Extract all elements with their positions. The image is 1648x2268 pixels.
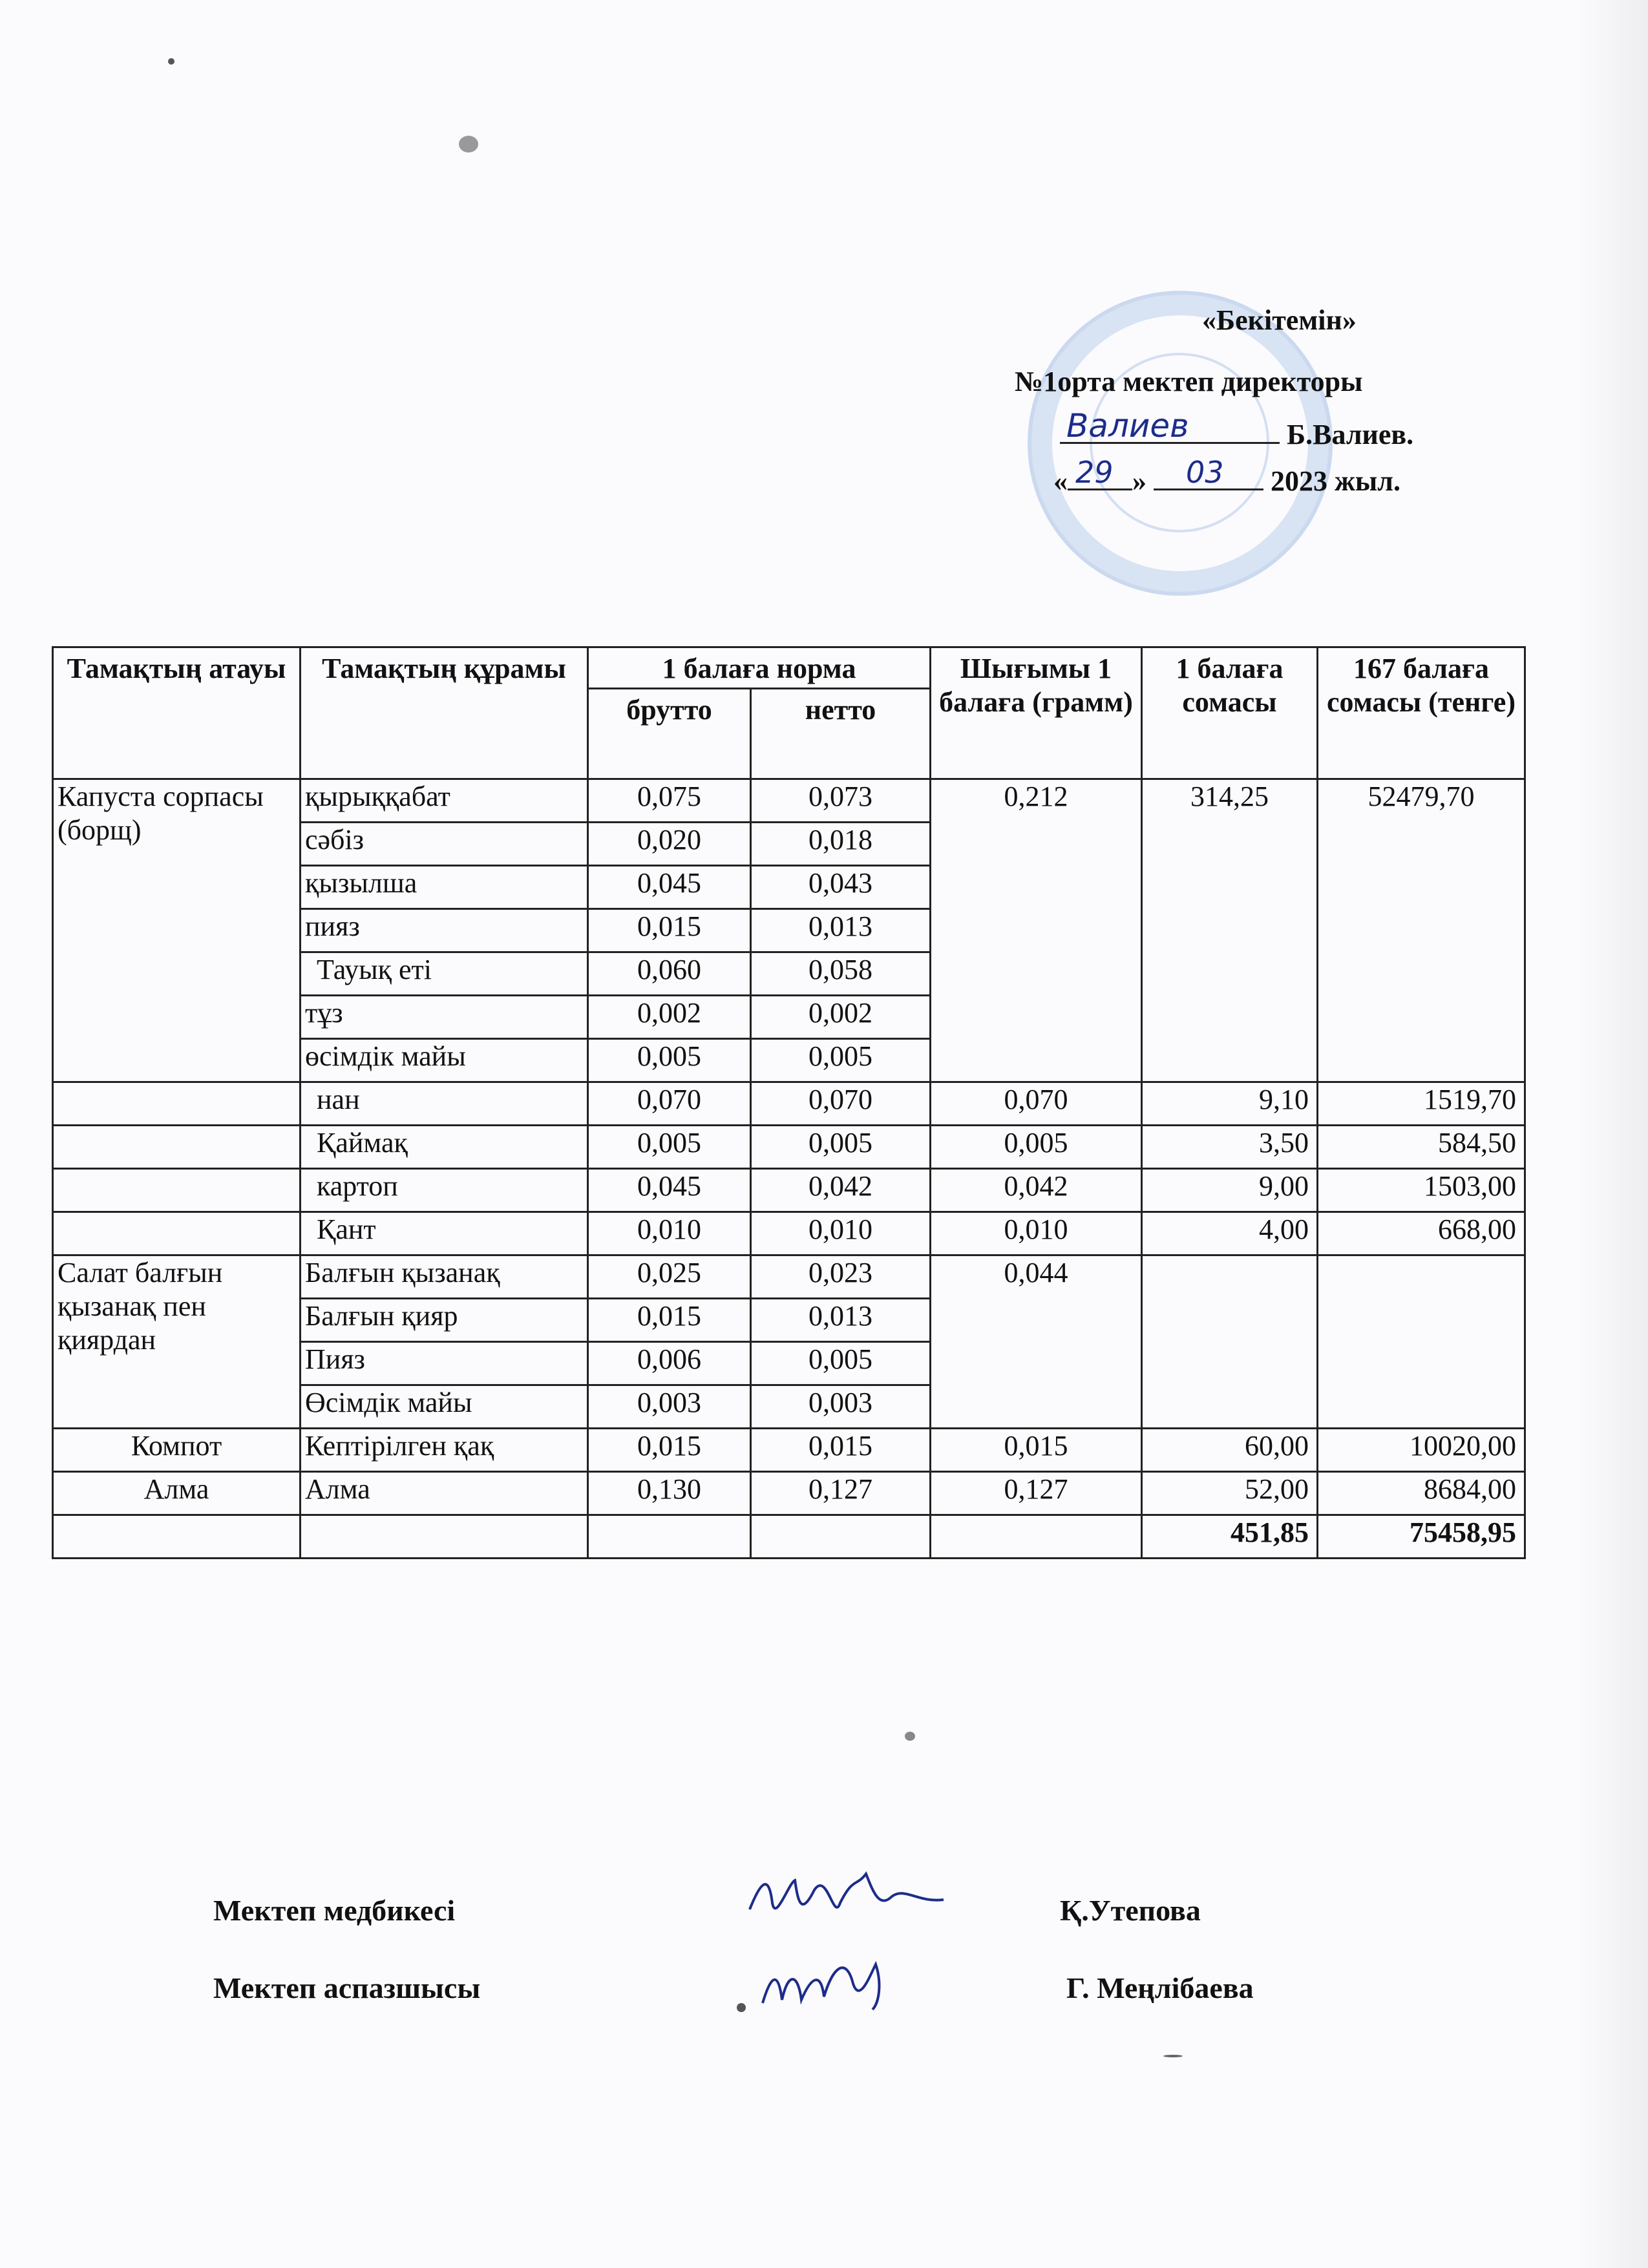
menu-table [52,646,1526,1559]
dish-borsch: Капуста сорпасы (борщ) [53,779,301,1082]
director-signature: Валиев [1066,407,1189,445]
ingredient-name: қырыққабат [301,779,588,823]
gross-value: 0,020 [588,823,751,866]
cost-one-value: 60,00 [1142,1429,1318,1472]
gross-value: 0,015 [588,1299,751,1342]
ingredient-name: Кептірілген қақ [301,1429,588,1472]
page-edge-shadow [1577,0,1648,2268]
net-value: 0,127 [751,1472,931,1515]
ingredient-name: Қаймақ [301,1126,588,1169]
date-day-underline [1068,455,1132,490]
net-value: 0,005 [751,1342,931,1385]
header-output: Шығымы 1 балаға (грамм) [931,647,1142,779]
signature-underline [1060,407,1280,445]
table-row [53,1472,1525,1515]
net-value: 0,023 [751,1255,931,1299]
cost-one-value: 3,50 [1142,1126,1318,1169]
gross-value: 0,010 [588,1212,751,1255]
net-value: 0,002 [751,996,931,1039]
header-row-1 [53,647,1525,689]
net-value: 0,013 [751,909,931,952]
approval-director-title: №1орта мектеп директоры [1015,366,1363,397]
approval-signature-line [1060,407,1414,451]
cook-signature-row [213,1971,1377,2016]
net-value: 0,005 [751,1126,931,1169]
gross-value: 0,060 [588,952,751,996]
output-value: 0,042 [931,1169,1142,1212]
cook-name: Г. Меңлібаева [1066,1971,1254,2004]
ingredient-name: пияз [301,909,588,952]
scan-speck [168,58,174,65]
gross-value: 0,045 [588,866,751,909]
cost-all-value: 52479,70 [1318,779,1525,1082]
table-row [53,1169,1525,1212]
cook-signature-icon [750,1945,956,2016]
date-year: 2023 жыл. [1271,465,1400,497]
header-composition: Тамақтың құрамы [301,647,588,779]
gross-value: 0,003 [588,1385,751,1429]
scan-speck [905,1732,915,1741]
cost-one-value: 52,00 [1142,1472,1318,1515]
gross-value: 0,015 [588,1429,751,1472]
net-value: 0,042 [751,1169,931,1212]
output-value: 0,044 [931,1255,1142,1429]
ingredient-name: Балғын қызанақ [301,1255,588,1299]
cost-all-value: 1503,00 [1318,1169,1525,1212]
header-gross: брутто [588,689,751,779]
cost-one-value [1142,1255,1318,1429]
gross-value: 0,070 [588,1082,751,1126]
scan-speck [1163,2055,1183,2057]
gross-value: 0,005 [588,1039,751,1082]
total-empty-cell [931,1515,1142,1559]
output-value: 0,015 [931,1429,1142,1472]
gross-value: 0,002 [588,996,751,1039]
net-value: 0,005 [751,1039,931,1082]
date-month: 03 [1186,455,1224,490]
scan-speck [737,2003,746,2012]
date-month-underline [1154,455,1263,490]
cost-all-value: 10020,00 [1318,1429,1525,1472]
nurse-role: Мектеп медбикесі [213,1894,456,1927]
table-row [53,1126,1525,1169]
cost-all-value: 668,00 [1318,1212,1525,1255]
total-cost-one: 451,85 [1142,1515,1318,1559]
approval-title: «Бекітемін» [1202,304,1357,336]
date-close-quote: » [1132,465,1146,497]
table-row [53,779,1525,823]
output-value: 0,127 [931,1472,1142,1515]
cost-one-value: 9,10 [1142,1082,1318,1126]
total-row [53,1515,1525,1559]
cost-one-value: 9,00 [1142,1169,1318,1212]
ingredient-name: сәбіз [301,823,588,866]
ingredient-name: Тауық еті [301,952,588,996]
header-dish-name: Тамақтың атауы [53,647,301,779]
ingredient-name: картоп [301,1169,588,1212]
ingredient-name: Пияз [301,1342,588,1385]
table-row [53,1082,1525,1126]
gross-value: 0,025 [588,1255,751,1299]
net-value: 0,010 [751,1212,931,1255]
gross-value: 0,005 [588,1126,751,1169]
header-cost-one: 1 балаға сомасы [1142,647,1318,779]
dish-empty [53,1212,301,1255]
cost-one-value: 4,00 [1142,1212,1318,1255]
nurse-signature-icon [743,1864,950,1935]
header-norm: 1 балаға норма [588,647,931,689]
net-value: 0,058 [751,952,931,996]
dish-apple: Алма [53,1472,301,1515]
ingredient-name: Қант [301,1212,588,1255]
cost-all-value [1318,1255,1525,1429]
gross-value: 0,006 [588,1342,751,1385]
gross-value: 0,075 [588,779,751,823]
dish-empty [53,1082,301,1126]
ingredient-name: Балғын қияр [301,1299,588,1342]
cost-all-value: 584,50 [1318,1126,1525,1169]
gross-value: 0,015 [588,909,751,952]
output-value: 0,005 [931,1126,1142,1169]
table-row [53,1429,1525,1472]
output-value: 0,070 [931,1082,1142,1126]
nurse-signature-row [213,1893,1377,1938]
output-value: 0,010 [931,1212,1142,1255]
scan-speck [459,136,478,152]
header-cost-all: 167 балаға сомасы (тенге) [1318,647,1525,779]
cost-all-value: 1519,70 [1318,1082,1525,1126]
dish-empty [53,1169,301,1212]
date-day: 29 [1075,455,1114,490]
cost-one-value: 314,25 [1142,779,1318,1082]
net-value: 0,073 [751,779,931,823]
output-value: 0,212 [931,779,1142,1082]
ingredient-name: Өсімдік майы [301,1385,588,1429]
net-value: 0,070 [751,1082,931,1126]
dish-empty [53,1126,301,1169]
gross-value: 0,045 [588,1169,751,1212]
total-cost-all: 75458,95 [1318,1515,1525,1559]
table-row [53,1212,1525,1255]
dish-salad: Салат балғын қызанақ пен қиярдан [53,1255,301,1429]
total-empty-cell [53,1515,301,1559]
table-row [53,1255,1525,1299]
total-empty-cell [588,1515,751,1559]
ingredient-name: қызылша [301,866,588,909]
ingredient-name: нан [301,1082,588,1126]
nurse-name: Қ.Утепова [1060,1894,1201,1927]
net-value: 0,043 [751,866,931,909]
approval-date [1053,455,1400,498]
dish-compote: Компот [53,1429,301,1472]
total-empty-cell [301,1515,588,1559]
cost-all-value: 8684,00 [1318,1472,1525,1515]
ingredient-name: тұз [301,996,588,1039]
net-value: 0,013 [751,1299,931,1342]
director-name: Б.Валиев. [1287,419,1414,450]
header-net: нетто [751,689,931,779]
net-value: 0,018 [751,823,931,866]
net-value: 0,003 [751,1385,931,1429]
ingredient-name: өсімдік майы [301,1039,588,1082]
gross-value: 0,130 [588,1472,751,1515]
total-empty-cell [751,1515,931,1559]
cook-role: Мектеп аспазшысы [213,1971,481,2004]
date-open-quote: « [1053,465,1068,497]
ingredient-name: Алма [301,1472,588,1515]
net-value: 0,015 [751,1429,931,1472]
